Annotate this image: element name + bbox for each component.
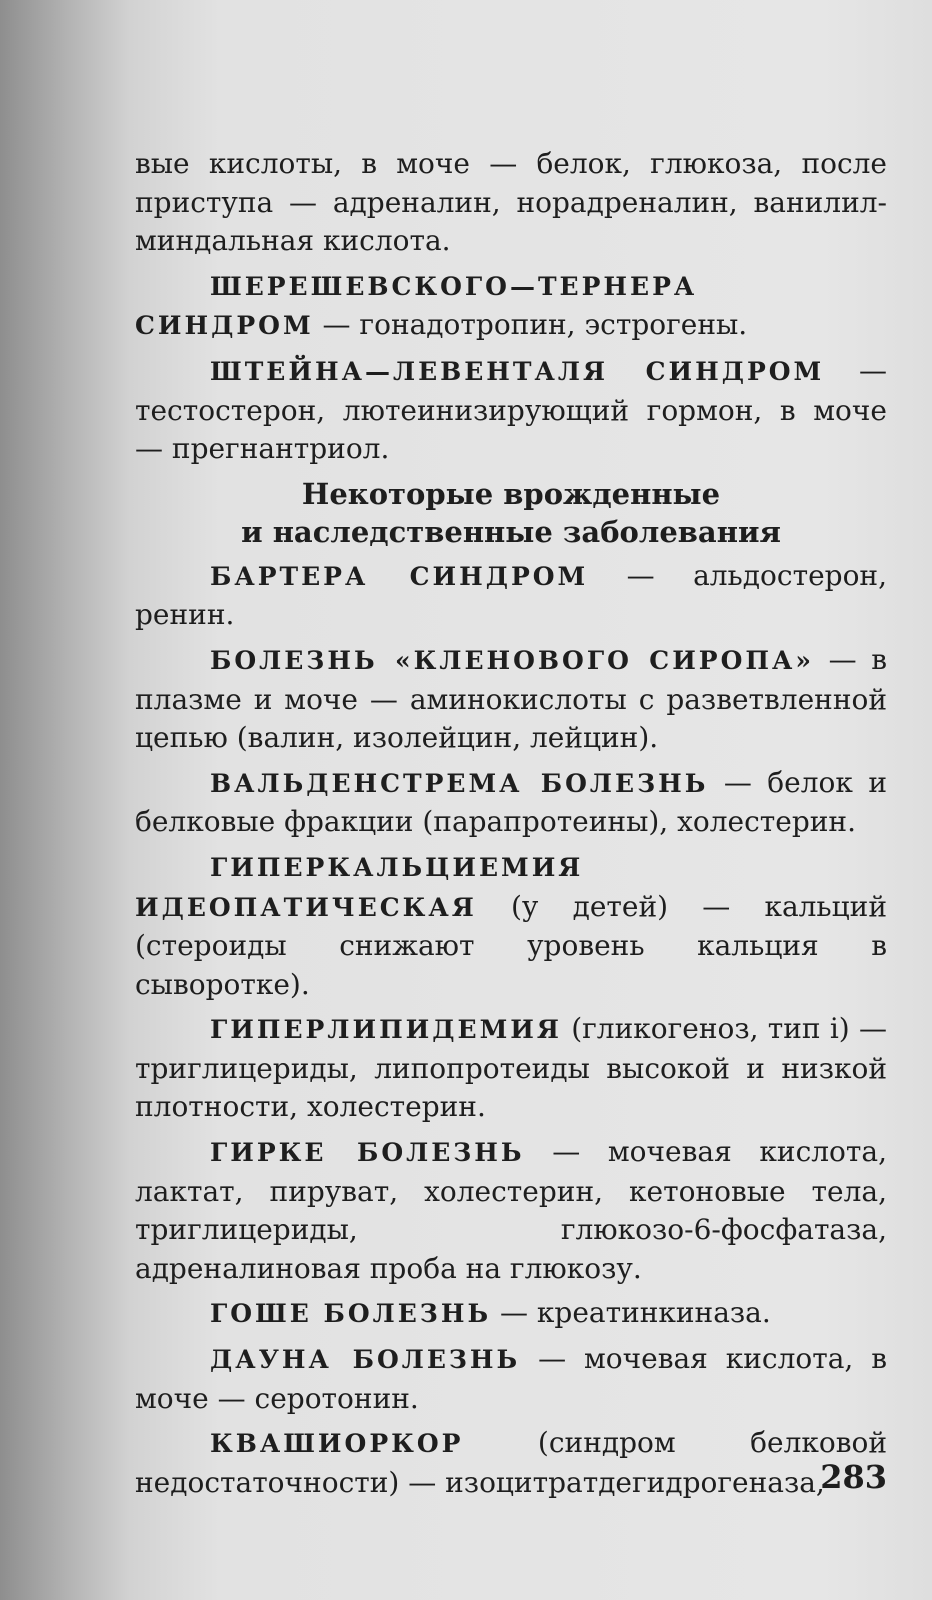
entry-paragraph [135,1010,887,1127]
entry-term: ГИПЕРКАЛЬЦИЕМИЯ ИДЕОПАТИЧЕСКАЯ [135,852,584,922]
entry-term: ВАЛЬДЕНСТРЕМА БОЛЕЗНЬ [210,768,709,798]
entry-text: — в плазме и моче — аминокислоты с разветвленной цепью (валин, изолейцин, лейцин). [135,642,887,755]
entry-term: КВАШИОРКОР [210,1429,464,1459]
entry-text: — альдостерон, ренин. [135,558,887,632]
entry-text: — тестостерон, лютеинизирующий гормон, в моче — прегнантриол. [135,353,887,466]
entry-text: — белок и белковые фракции (парапротеины), холестерин. [135,765,887,839]
entry-term: ДАУНА БОЛЕЗНЬ [210,1345,521,1375]
entry-term: ГОШЕ БОЛЕЗНЬ [210,1299,492,1329]
entry-text: — мочевая кислота, лактат, пируват, холестерин, кетоновые тела, триглицериды, глюкозо-6-фосфатаза, адреналиновая проба на глюкозу. [135,1135,887,1285]
entry-paragraph [135,145,887,261]
entry-term: БАРТЕРА СИНДРОМ [210,561,589,591]
entry-text: — креатинкиназа. [491,1296,771,1330]
entry-term: ШЕРЕШЕВСКОГО—ТЕРНЕРА СИНДРОМ [135,271,698,341]
section-heading [135,475,887,551]
page-body [135,145,887,1508]
entry-text: — мочевая кислота, в моче — серотонин. [135,1342,887,1415]
entry-term: ГИПЕРЛИПИДЕМИЯ [210,1015,562,1045]
entry-paragraph [135,1424,887,1502]
entry-paragraph [135,557,887,635]
entry-paragraph [135,267,887,346]
page-number: 283 [820,1458,887,1496]
entry-paragraph [135,848,887,1004]
entry-text: (синдром белковой недостаточности) — изоцитратдегидрогеназа, [135,1426,887,1499]
entry-text: — гонадотропин, эстрогены. [313,308,748,342]
entry-term: ШТЕЙНА—ЛЕВЕНТАЛЯ СИНДРОМ [210,356,825,386]
entry-paragraph [135,641,887,758]
entry-paragraph [135,1133,887,1288]
entry-paragraph [135,1294,887,1334]
entry-paragraph [135,764,887,842]
entry-term: БОЛЕЗНЬ «КЛЕНОВОГО СИРОПА» [210,645,814,675]
entry-term: ГИРКЕ БОЛЕЗНЬ [210,1138,525,1168]
section-heading-line: и наследственные заболевания [241,514,781,549]
entry-text: (у детей) — кальций (стероиды снижают уровень кальция в сыворотке). [135,889,887,1001]
section-heading-line: Некоторые врожденные [301,476,721,511]
entry-text: вые кислоты, в моче — белок, глюкоза, после приступа — адреналин, норадреналин, ванилил-миндальная кислота. [135,147,887,258]
entry-paragraph [135,1340,887,1418]
entry-paragraph [135,352,887,469]
entry-text: (гликогеноз, тип i) — триглицериды, липопротеиды высокой и низкой плотности, холестерин. [135,1012,887,1124]
